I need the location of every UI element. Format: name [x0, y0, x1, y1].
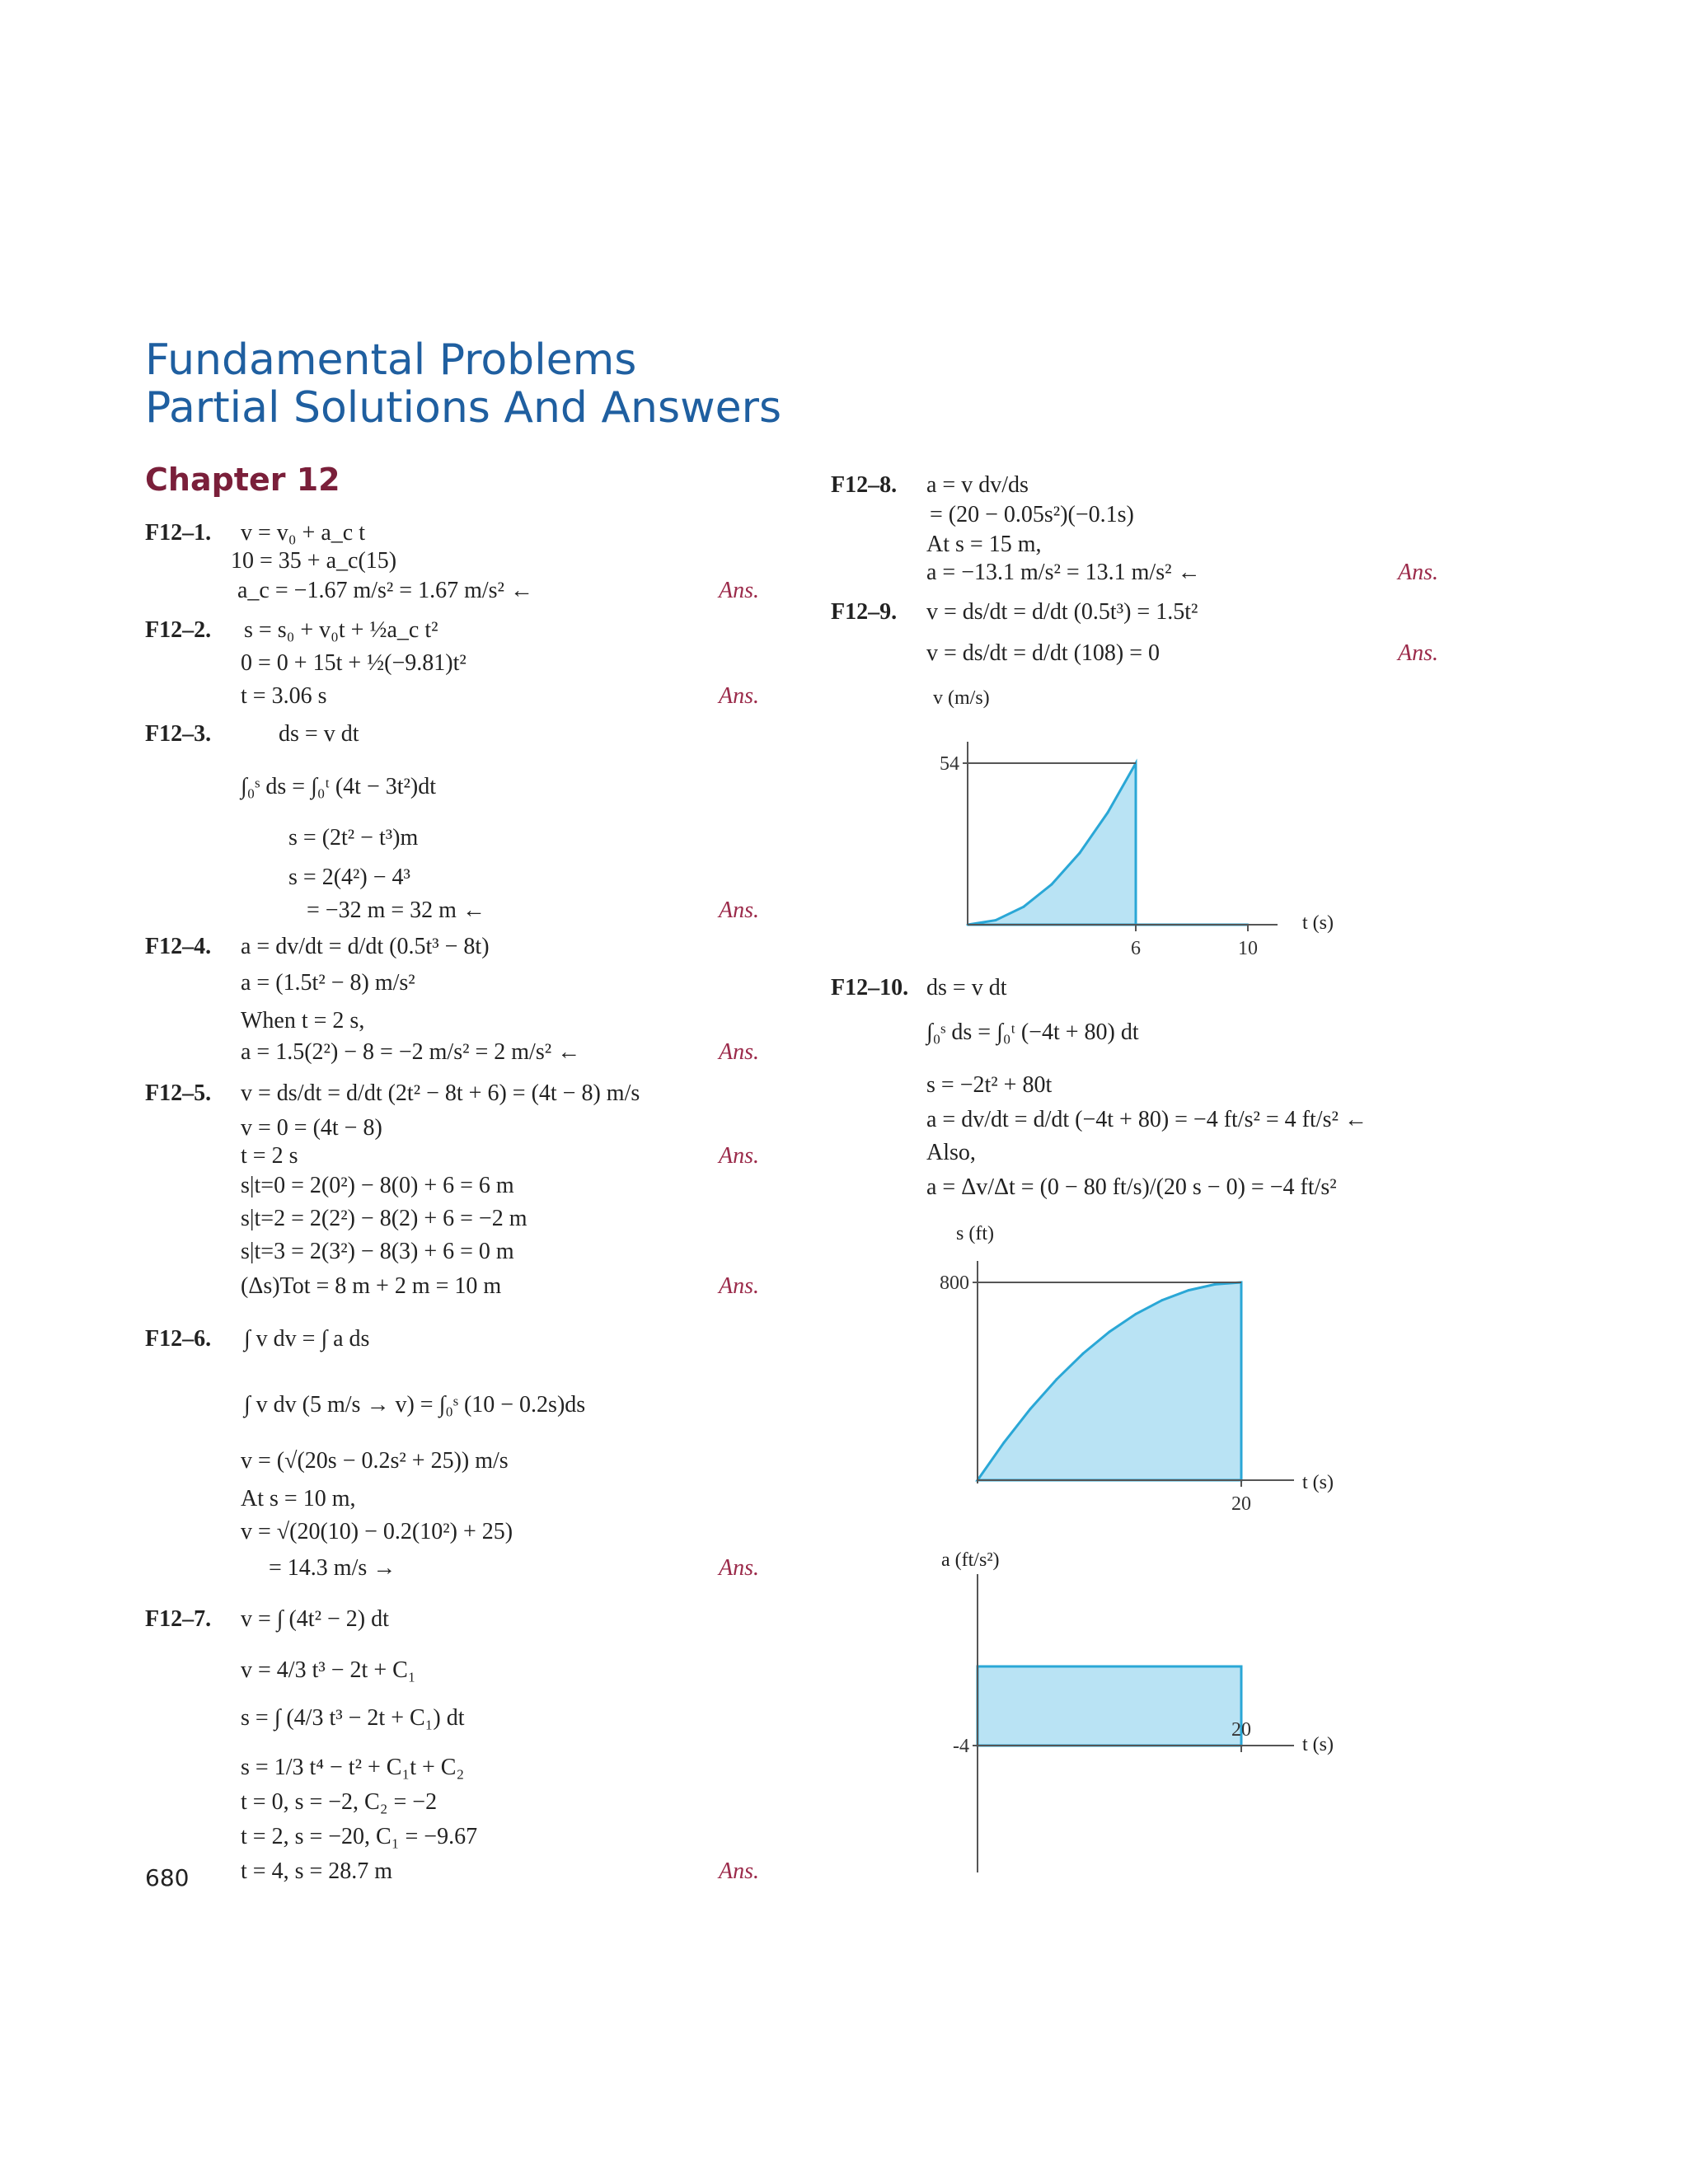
equation: a = v dv/ds [926, 472, 1029, 498]
problem-label: F12–4. [145, 934, 212, 959]
chart2-x-label: t (s) [1302, 1472, 1334, 1493]
position-chart [915, 1261, 1311, 1525]
equation: v = ds/dt = d/dt (108) = 0 [926, 640, 1160, 666]
equation: s|t=0 = 2(0²) − 8(0) + 6 = 6 m [241, 1173, 514, 1198]
x-tick-label: 10 [1238, 938, 1258, 959]
acceleration-chart [915, 1574, 1311, 1879]
chart2-y-label: s (ft) [956, 1223, 994, 1244]
page-title-line-1: Fundamental Problems [145, 335, 637, 385]
equation: ∫₀ˢ ds = ∫₀ᵗ (4t − 3t²)dt [241, 774, 437, 799]
data-point [1135, 1313, 1137, 1315]
equation: ds = v dt [279, 721, 359, 747]
data-point [1161, 1299, 1164, 1301]
equation: v = √(20(10) − 0.2(10²) + 25) [241, 1519, 513, 1544]
equation: s = −2t² + 80t [926, 1072, 1053, 1098]
equation: t = 4, s = 28.7 m [241, 1858, 393, 1884]
answer-marker: Ans. [719, 898, 759, 923]
equation: a = Δv/Δt = (0 − 80 ft/s)/(20 s − 0) = −4 ft/s² [926, 1174, 1337, 1200]
equation: t = 2, s = −20, C₁ = −9.67 [241, 1824, 478, 1849]
problem-label: F12–8. [831, 472, 898, 498]
data-point [1082, 1352, 1085, 1355]
equation: (Δs)Tot = 8 m + 2 m = 10 m [241, 1273, 502, 1299]
equation: At s = 15 m, [926, 532, 1042, 557]
equation: t = 2 s [241, 1143, 298, 1169]
equation: v = ds/dt = d/dt (2t² − 8t + 6) = (4t − 8) m/s [241, 1080, 640, 1106]
problem-label: F12–6. [145, 1326, 212, 1352]
problem-label: F12–7. [145, 1606, 212, 1632]
x-tick-label: 20 [1231, 1719, 1251, 1741]
equation: 0 = 0 + 15t + ½(−9.81)t² [241, 650, 467, 676]
data-area [978, 1666, 1241, 1746]
data-point [1023, 906, 1025, 908]
equation: s = s₀ + v₀t + ½a_c t² [244, 617, 438, 643]
answer-marker: Ans. [719, 1555, 759, 1581]
answer-marker: Ans. [719, 578, 759, 603]
data-point [1056, 1378, 1058, 1380]
equation: s|t=2 = 2(2²) − 8(2) + 6 = −2 m [241, 1206, 528, 1231]
answer-marker: Ans. [719, 1039, 759, 1065]
velocity-chart [915, 725, 1311, 964]
page-title-line-2: Partial Solutions And Answers [145, 383, 782, 433]
chart3-x-label: t (s) [1302, 1734, 1334, 1755]
equation: v = ds/dt = d/dt (0.5t³) = 1.5t² [926, 599, 1198, 625]
answer-marker: Ans. [719, 1273, 759, 1299]
equation: ds = v dt [926, 975, 1007, 1001]
equation: Also, [926, 1140, 976, 1165]
problem-label: F12–10. [831, 975, 909, 1001]
data-point [995, 919, 997, 921]
problem-label: F12–9. [831, 599, 898, 625]
equation: s = ∫ (4/3 t³ − 2t + C₁) dt [241, 1705, 465, 1731]
chart1-x-label: t (s) [1302, 912, 1334, 934]
equation: s|t=3 = 2(3²) − 8(3) + 6 = 0 m [241, 1239, 514, 1264]
equation: When t = 2 s, [241, 1008, 365, 1033]
answer-marker: Ans. [1398, 640, 1438, 666]
equation: s = 2(4²) − 4³ [288, 865, 410, 890]
equation: v = 0 = (4t − 8) [241, 1115, 382, 1141]
data-point [1079, 851, 1081, 854]
problem-label: F12–2. [145, 617, 212, 643]
equation: ∫ v dv = ∫ a ds [244, 1326, 370, 1352]
equation: = (20 − 0.05s²)(−0.1s) [930, 502, 1134, 527]
chapter-heading: Chapter 12 [145, 462, 340, 498]
answer-marker: Ans. [719, 683, 759, 709]
data-point [1107, 811, 1109, 813]
equation: a = dv/dt = d/dt (−4t + 80) = −4 ft/s² = 4 ft/s² ← [926, 1107, 1367, 1132]
data-point [1003, 1441, 1006, 1444]
page-number: 680 [145, 1864, 190, 1891]
equation: v = ∫ (4t² − 2) dt [241, 1606, 389, 1632]
data-area [978, 1282, 1241, 1480]
equation: At s = 10 m, [241, 1486, 356, 1511]
data-point [1051, 883, 1053, 886]
equation: a_c = −1.67 m/s² = 1.67 m/s² ← [237, 578, 533, 603]
equation: a = dv/dt = d/dt (0.5t³ − 8t) [241, 934, 490, 959]
chart1-y-label: v (m/s) [933, 687, 990, 709]
data-point [1188, 1289, 1190, 1291]
equation: 10 = 35 + a_c(15) [231, 548, 397, 574]
equation: v = (√(20s − 0.2s² + 25)) m/s [241, 1448, 509, 1474]
y-tick-label: 800 [940, 1272, 969, 1294]
equation: a = −13.1 m/s² = 13.1 m/s² ← [926, 560, 1201, 585]
equation: s = (2t² − t³)m [288, 825, 419, 851]
equation: = 14.3 m/s → [269, 1555, 396, 1581]
answer-marker: Ans. [719, 1143, 759, 1169]
equation: a = (1.5t² − 8) m/s² [241, 970, 415, 996]
equation: ∫₀ˢ ds = ∫₀ᵗ (−4t + 80) dt [926, 1019, 1139, 1045]
answer-marker: Ans. [719, 1858, 759, 1884]
problem-label: F12–1. [145, 520, 212, 546]
problem-label: F12–3. [145, 721, 212, 747]
data-area [968, 763, 1248, 925]
equation: v = v₀ + a_c t [241, 520, 365, 546]
data-point [1109, 1331, 1111, 1333]
y-tick-label: -4 [953, 1736, 969, 1757]
x-tick-label: 20 [1231, 1493, 1251, 1515]
x-tick-label: 6 [1131, 938, 1141, 959]
equation: t = 3.06 s [241, 683, 327, 709]
data-point [1029, 1408, 1032, 1410]
equation: = −32 m = 32 m ← [307, 898, 485, 923]
y-tick-label: 54 [940, 753, 959, 775]
equation: t = 0, s = −2, C₂ = −2 [241, 1789, 438, 1815]
chart3-y-label: a (ft/s²) [941, 1549, 1000, 1571]
equation: s = 1/3 t⁴ − t² + C₁t + C₂ [241, 1755, 465, 1780]
problem-label: F12–5. [145, 1080, 212, 1106]
data-point [1214, 1283, 1217, 1286]
equation: v = 4/3 t³ − 2t + C₁ [241, 1657, 416, 1683]
equation: ∫ v dv (5 m/s → v) = ∫₀ˢ (10 − 0.2s)ds [244, 1392, 586, 1418]
answer-marker: Ans. [1398, 560, 1438, 585]
equation: a = 1.5(2²) − 8 = −2 m/s² = 2 m/s² ← [241, 1039, 581, 1065]
